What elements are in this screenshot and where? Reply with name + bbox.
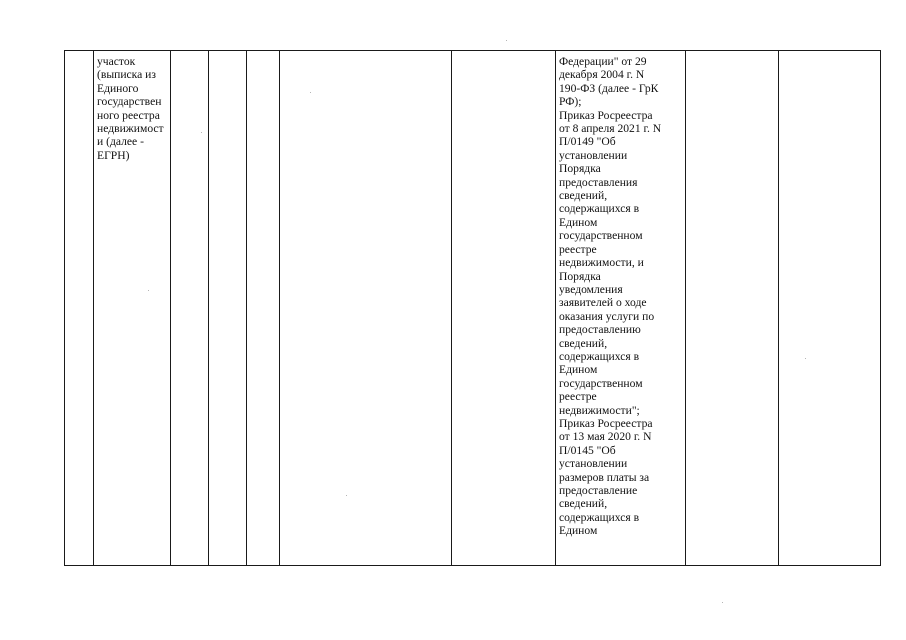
- text-line: недвижимост: [97, 122, 164, 136]
- text-line: государственном: [559, 229, 643, 243]
- scan-speck: [310, 92, 311, 93]
- text-line: Приказ Росреестра: [559, 108, 653, 122]
- document-table: [64, 50, 881, 566]
- text-line: 190-ФЗ (далее - ГрК: [559, 81, 659, 95]
- text-line: Порядка: [559, 162, 601, 176]
- table-row: [65, 51, 881, 566]
- text-line: Едином: [559, 363, 598, 377]
- table-cell-col4: [209, 51, 247, 566]
- table-cell-col8: [556, 51, 686, 566]
- text-line: государствен: [97, 95, 162, 109]
- text-line: РФ);: [559, 95, 582, 109]
- text-line: размеров платы за: [559, 470, 650, 484]
- text-line: ного реестра: [97, 108, 160, 122]
- text-line: недвижимости, и: [559, 256, 644, 270]
- text-line: Федерации" от 29: [559, 55, 647, 68]
- scan-speck: [346, 495, 347, 496]
- text-line: сведений,: [559, 497, 608, 511]
- text-line: ЕГРН): [97, 148, 130, 162]
- text-line: участок: [97, 55, 136, 68]
- text-line: содержащихся в: [559, 202, 640, 216]
- legal-basis-text: [556, 51, 685, 538]
- text-line: от 13 мая 2020 г. N: [559, 430, 652, 444]
- text-line: реестре: [559, 390, 597, 404]
- table-cell-col10: [779, 51, 881, 566]
- scan-speck: [805, 358, 806, 359]
- text-line: оказания услуги по: [559, 309, 655, 323]
- text-line: и (далее -: [97, 135, 144, 149]
- text-line: установлении: [559, 148, 628, 162]
- text-line: от 8 апреля 2021 г. N: [559, 122, 662, 136]
- text-line: сведений,: [559, 189, 608, 203]
- text-line: П/0149 "Об: [559, 135, 616, 149]
- text-line: установлении: [559, 457, 628, 471]
- text-line: предоставлению: [559, 323, 641, 337]
- text-line: заявителей о ходе: [559, 296, 647, 310]
- text-line: содержащихся в: [559, 349, 640, 363]
- table-cell-col5: [247, 51, 280, 566]
- table-cell-col3: [171, 51, 209, 566]
- table-cell-col2: [94, 51, 171, 566]
- table-cell-col6: [280, 51, 452, 566]
- text-line: Единого: [97, 81, 139, 95]
- object-description-text: [94, 51, 170, 162]
- text-line: содержащихся в: [559, 510, 640, 524]
- table-cell-col9: [686, 51, 779, 566]
- scan-speck: [506, 40, 507, 41]
- text-line: (выписка из: [97, 68, 156, 82]
- scan-speck: [201, 132, 202, 133]
- text-line: сведений,: [559, 336, 608, 350]
- scan-speck: [722, 602, 723, 603]
- scan-speck: [148, 290, 149, 291]
- table-cell-col7: [452, 51, 556, 566]
- text-line: П/0145 "Об: [559, 443, 616, 457]
- text-line: уведомления: [559, 282, 623, 296]
- text-line: Порядка: [559, 269, 601, 283]
- text-line: реестре: [559, 242, 597, 256]
- text-line: государственном: [559, 376, 643, 390]
- text-line: предоставление: [559, 484, 638, 497]
- text-line: Приказ Росреестра: [559, 416, 653, 430]
- text-line: Едином: [559, 215, 598, 229]
- text-line: недвижимости";: [559, 403, 640, 417]
- text-line: предоставления: [559, 175, 638, 189]
- text-line: Едином: [559, 524, 598, 538]
- text-line: декабря 2004 г. N: [559, 68, 645, 82]
- table-cell-col1: [65, 51, 94, 566]
